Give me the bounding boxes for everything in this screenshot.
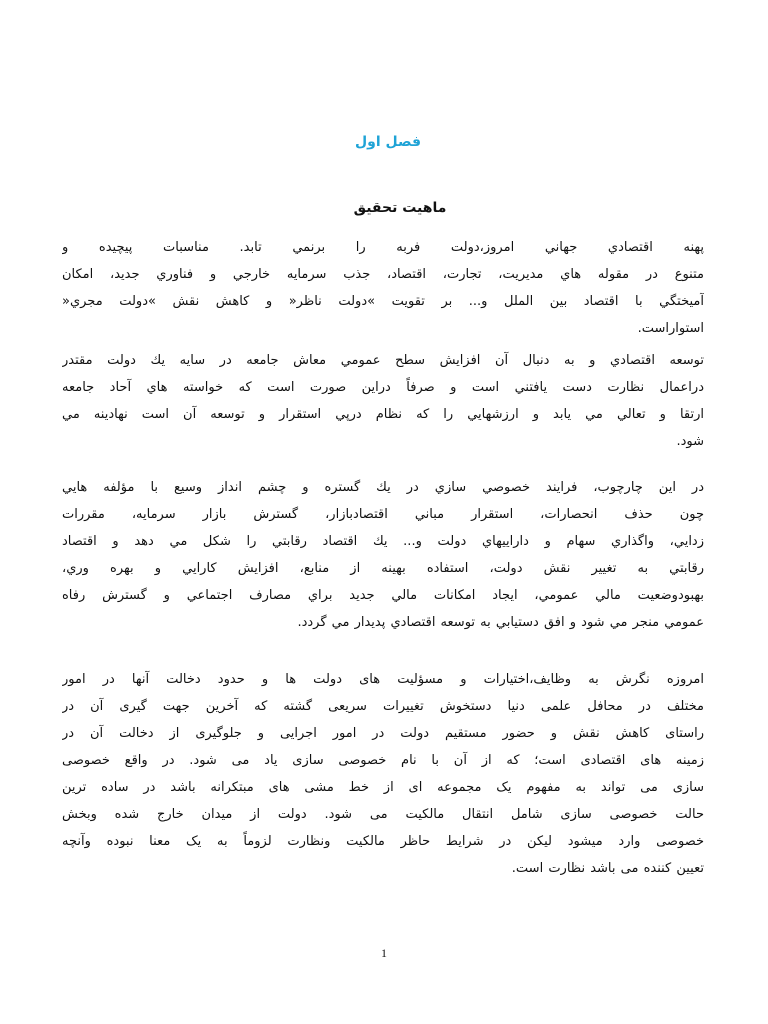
section-title	[0, 200, 768, 216]
paragraph-line: مختلف در محافل علمی دنيا دستخوش تغييرات سريعی گشته كه آخرين جهت گيری آن در	[62, 699, 704, 714]
paragraph-3	[62, 474, 704, 636]
paragraph-line: بهبودوضعيت مالي عمومي، ايجاد امكانات مالي جديد براي مصارف اجتماعي و گسترش رفاه	[62, 588, 704, 603]
chapter-title	[0, 134, 768, 150]
paragraph-line: پهنه اقتصادي جهاني امروز،دولت فربه را برنمي تابد. مناسبات پيچيده و	[62, 240, 704, 255]
paragraph-line: متنوع در مقوله هاي مديريت، تجارت، اقتصاد، جذب سرمايه خارجي و فناوري جديد، امكان	[62, 267, 704, 282]
paragraph-line: عمومي منجر مي شود و افق دستيابي به توسعه اقتصادي پديدار مي گردد.	[297, 615, 704, 630]
paragraph-line: خصوصی وارد ميشود ليكن در شرايط حاظر مالكيت ونظارت لزوماً به يک معنا نبوده وآنچه	[62, 834, 704, 849]
paragraph-line: استواراست.	[637, 321, 704, 336]
paragraph-line: ارتقا و تعالي مي يابد و ارزشهايي را كه نظام درپي استقرار و توسعه آن است نهادينه مي	[62, 407, 704, 422]
paragraph-line: دراعمال نظارت دست يافتني است و صرفاً دراين صورت است كه خواسته هاي آحاد جامعه	[62, 380, 704, 395]
paragraph-line: امروزه نگرش به وظايف،اختيارات و مسؤليت های دولت ها و حدود دخالت آنها در امور	[62, 672, 704, 687]
paragraph-line: شود.	[676, 434, 704, 449]
paragraph-line: زمينه های اقتصادی است؛ كه از آن با نام خصوصی سازی ياد می شود. در واقع خصوصی	[62, 753, 704, 768]
section-title-text: ماهيت تحقيق	[353, 200, 447, 216]
paragraph-line: چون حذف انحصارات، استقرار مباني اقتصادبازار، گسترش بازار سرمايه، مقررات	[62, 507, 704, 522]
paragraph-line: تعيين كننده می باشد نظارت است.	[511, 861, 704, 876]
paragraph-line: توسعه اقتصادي و به دنبال آن افزايش سطح عمومي معاش جامعه در سايه يك دولت مقتدر	[62, 353, 704, 368]
paragraph-line: حالت خصوصی سازی شامل انتقال مالكيت می شود. دولت از ميدان خارج شده وبخش	[62, 807, 704, 822]
paragraph-line: راستای كاهش نقش و حضور مستقيم دولت در امور اجرايی و جلوگيری از دخالت آن در	[62, 726, 704, 741]
paragraph-4	[62, 666, 704, 882]
paragraph-line: زدايي، واگذاري سهام و داراييهاي دولت و... يك اقتصاد رقابتي را شكل مي دهد و اقتصاد	[62, 534, 704, 549]
chapter-title-text: فصل اول	[355, 134, 421, 150]
paragraph-line: سازی می تواند به مفهوم يک مجموعه ای از خط مشی های مبتكرانه باشد در ساده ترين	[62, 780, 704, 795]
page-number: 1	[381, 946, 387, 960]
paragraph-line: آميختگي با اقتصاد بين الملل و... بر تقويت »دولت ناظر« و كاهش نقش »دولت مجري«	[62, 294, 704, 309]
paragraph-2	[62, 347, 704, 455]
paragraph-1	[62, 234, 704, 342]
paragraph-line: در اين چارچوب، فرايند خصوصي سازي در يك گستره و چشم انداز وسيع با مؤلفه هايي	[62, 480, 704, 495]
paragraph-line: رقابتي به تغيير نقش دولت، استفاده بهينه از منابع، افزايش كارايي و بهره وري،	[62, 561, 704, 576]
